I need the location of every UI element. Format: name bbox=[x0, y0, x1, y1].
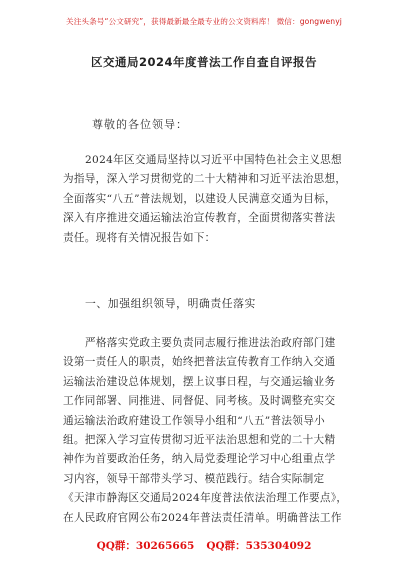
paragraph-line: 2024年区交通局坚持以习近平中国特色社会主义思想 bbox=[85, 154, 342, 166]
section-heading: 一、加强组织领导，明确责任落实 bbox=[85, 297, 256, 310]
paragraph-line: 为指导，深入学习贯彻党的二十大精神和习近平法治思想， bbox=[63, 173, 347, 186]
bottom-contact-banner bbox=[0, 534, 408, 556]
salutation: 尊敬的各位领导： bbox=[92, 118, 188, 131]
promo-text: 关注头条号“公文研究”，获得最新最全最专业的公文资料库！ 微信：gongwenyj bbox=[66, 16, 342, 26]
paragraph-line: 通运输法治政府建设工作领导小组和“八五”普法领导小 bbox=[63, 414, 325, 427]
paragraph-line: 深入有序推进交通运输法治宣传教育，全面贯彻落实普法 bbox=[63, 212, 336, 225]
intro-paragraph bbox=[63, 151, 348, 248]
paragraph-line: 严格落实党政主要负责同志履行推进法治政府部门建 bbox=[85, 337, 336, 349]
paragraph-line: 《天津市静海区交通局2024年度普法依法治理工作要点》， bbox=[63, 492, 348, 505]
paragraph-line: 习内容，领导干部带头学习、模范践行。结合实际制定 bbox=[63, 472, 325, 485]
top-promo-banner bbox=[0, 0, 408, 42]
paragraph-line: 责任。现将有关情况报告如下： bbox=[63, 231, 216, 244]
document-title: 区交通局2024年度普法工作自查自评报告 bbox=[90, 55, 317, 69]
paragraph-line: 运输法治建设总体规划，摆上议事日程，与交通运输业务 bbox=[63, 375, 336, 388]
paragraph-line: 在人民政府官网公布2024年普法责任清单。明确普法工作 bbox=[63, 511, 342, 524]
qq-group-1: QQ群：30265665 bbox=[96, 539, 195, 552]
paragraph-line: 神作为首要政治任务，纳入局党委理论学习中心组重点学 bbox=[63, 453, 336, 466]
paragraph-line: 组。把深入学习宣传贯彻习近平法治思想和党的二十大精 bbox=[63, 434, 336, 447]
qq-group-2: QQ群：535304092 bbox=[206, 539, 312, 552]
body-paragraph bbox=[63, 334, 348, 528]
paragraph-line: 全面落实“八五”普法规划，以建设人民满意交通为目标， bbox=[63, 192, 336, 205]
paragraph-line: 工作同部署、同推进、同督促、同考核。及时调整充实交 bbox=[63, 395, 336, 408]
paragraph-line: 设第一责任人的职责，始终把普法宣传教育工作纳入交通 bbox=[63, 356, 336, 369]
